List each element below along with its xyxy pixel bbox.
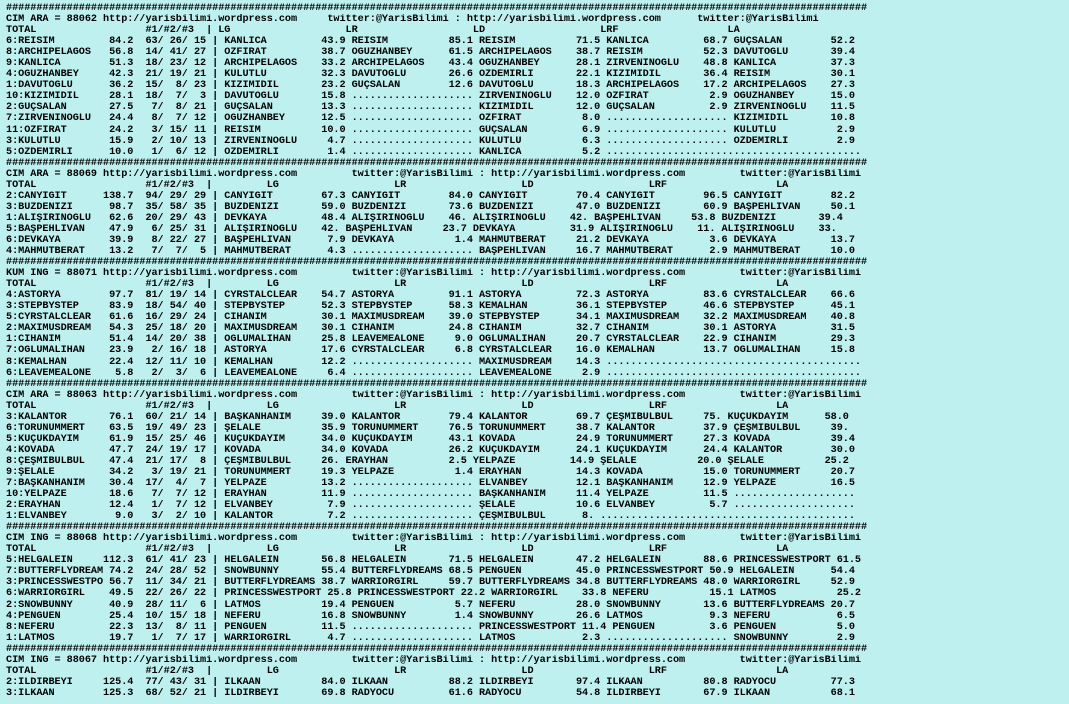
separator-line: ############################################################################################################################################## bbox=[6, 643, 868, 655]
horse-stats-row: 4:MAHMUTBERAT 13.2 7/ 7/ 5 | MAHMUTBERAT 4.3 .................... BAŞPEHLİVAN 16.7 MAHMUTBERAT 2.9 MAHMUTBERAT 10.0 bbox=[6, 246, 855, 258]
horse-stats-row: 1:ALİŞİRİNOĞLU 62.6 20/ 29/ 43 | DEVKAYA 48.4 ALİŞİRİNOĞLU 46. ALİŞİRİNOĞLU 42. BAŞPEHLİVAN 53.8 BUZDENİZİ 39.4 bbox=[6, 212, 843, 224]
horse-stats-row: 1:ELVANBEY 9.0 3/ 2/ 10 | KALANTOR 7.2 .................... ÇEŞMİBÜLBÜL 8. .......................................... bbox=[6, 511, 855, 523]
column-header-line: TOTAL #1/#2/#3 | LG LR LD LRF LA bbox=[6, 665, 789, 677]
horse-stats-row: 4:KOVADA 47.7 24/ 19/ 17 | KOVADA 34.0 KOVADA 26.2 KÜÇÜKDAYIM 24.1 KÜÇÜKDAYIM 24.4 KALANTOR 30.0 bbox=[6, 444, 855, 456]
race-header-line: CIM ING = 88068 http://yarisbilimi.wordpress.com twitter:@YarisBilimi : http://yarisbilimi.wordpress.com twitter:@YarisBilimi bbox=[6, 533, 861, 545]
horse-stats-row: 9:ŞELALE 34.2 3/ 19/ 21 | TORUNUMMERT 19.3 YELPAZE 1.4 ERAYHAN 14.3 KOVADA 15.0 TORUNUMMERT 20.7 bbox=[6, 466, 855, 478]
separator-line: ############################################################################################################################################## bbox=[6, 378, 868, 390]
horse-stats-row: 3:KALANTOR 76.1 60/ 21/ 14 | BAŞKANHANIM 39.0 KALANTOR 79.4 KALANTOR 69.7 ÇEŞMİBÜLBÜL 75. KÜÇÜKDAYIM 58.0 bbox=[6, 411, 849, 423]
horse-stats-row: 6:DEVKAYA 39.9 8/ 22/ 27 | BAŞPEHLİVAN 7.9 DEVKAYA 1.4 MAHMUTBERAT 21.2 DEVKAYA 3.6 DEVKAYA 13.7 bbox=[6, 234, 855, 246]
horse-stats-row: 5:KÜÇÜKDAYIM 61.9 15/ 25/ 46 | KÜÇÜKDAYIM 34.0 KÜÇÜKDAYIM 43.1 KOVADA 24.9 TORUNUMMERT 27.3 KOVADA 39.4 bbox=[6, 433, 855, 445]
horse-stats-row: 4:PENGUEN 25.4 10/ 15/ 18 | NEFERU 16.8 SNOWBUNNY 1.4 SNOWBUNNY 26.6 LATMOS 9.3 NEFERU 6.5 bbox=[6, 610, 855, 622]
horse-stats-row: 4:ASTORYA 97.7 81/ 19/ 14 | CYRSTALCLEAR 54.7 ASTORYA 91.1 ASTORYA 72.3 ASTORYA 83.6 CYRSTALCLEAR 66.6 bbox=[6, 290, 855, 302]
horse-stats-row: 2:MAXIMUSDREAM 54.3 25/ 18/ 20 | MAXIMUSDREAM 30.1 CİHANIM 24.8 CİHANIM 32.7 CİHANIM 30.1 ASTORYA 31.5 bbox=[6, 323, 855, 335]
horse-stats-row: 5:BAŞPEHLİVAN 47.9 6/ 25/ 31 | ALİŞİRİNOĞLU 42. BAŞPEHLİVAN 23.7 DEVKAYA 31.9 ALİŞİRİNOĞLU 11. ALİŞİRİNOĞLU 33. bbox=[6, 223, 837, 235]
race-header-line: CIM ARA = 88062 http://yarisbilimi.wordpress.com twitter:@YarisBilimi : http://yarisbilimi.wordpress.com twitter:@YarisBilimi bbox=[6, 14, 819, 26]
column-header-line: TOTAL #1/#2/#3 | LG LR LD LRF LA bbox=[6, 400, 789, 412]
separator-line: ############################################################################################################################################## bbox=[6, 157, 868, 169]
horse-stats-row: 3:STEPBYSTEP 83.9 18/ 54/ 40 | STEPBYSTEP 52.3 STEPBYSTEP 58.3 KEMALHAN 36.1 STEPBYSTEP 46.6 STEPBYSTEP 45.1 bbox=[6, 301, 855, 313]
horse-stats-row: 2:ILDIRBEYI 125.4 77/ 43/ 31 | İLKAAN 84.0 İLKAAN 88.2 ILDIRBEYI 97.4 İLKAAN 80.8 RADYOCU 77.3 bbox=[6, 676, 855, 688]
separator-line: ############################################################################################################################################## bbox=[6, 3, 868, 14]
column-header-line: TOTAL #1/#2/#3 | LG LR LD LRF LA bbox=[6, 179, 789, 191]
horse-stats-row: 1:DAVUTOĞLU 36.2 15/ 8/ 23 | KIZIMIDIL 23.2 GÜÇSALAN 12.6 DAVUTOĞLU 18.3 ARCHIPELAGOS 17.2 ARCHIPELAGOS 27.3 bbox=[6, 80, 855, 92]
column-header-line: TOTAL #1/#2/#3 | LG LR LD LRF LA bbox=[6, 279, 789, 291]
horse-stats-row: 5:CYRSTALCLEAR 61.6 16/ 29/ 24 | CİHANIM 30.1 MAXIMUSDREAM 39.0 STEPBYSTEP 34.1 MAXIMUSDREAM 32.2 MAXIMUSDREAM 40.8 bbox=[6, 312, 855, 324]
horse-stats-row: 3:İLKAAN 125.3 68/ 52/ 21 | ILDIRBEYI 69.8 RADYOCU 61.6 RADYOCU 54.8 ILDIRBEYI 67.9 İLKAAN 68.1 bbox=[6, 687, 855, 699]
horse-stats-row: 6:REISİM 84.2 63/ 26/ 15 | KANLICA 43.9 REISİM 85.1 REISİM 71.5 KANLICA 68.7 GÜÇSALAN 52.2 bbox=[6, 36, 855, 48]
horse-stats-row: 7:OĞLUMALİHAN 23.9 2/ 16/ 18 | ASTORYA 17.6 CYRSTALCLEAR 6.8 CYRSTALCLEAR 16.0 KEMALHAN 13.7 OĞLUMALİHAN 15.8 bbox=[6, 345, 855, 357]
race-header-line: CIM ARA = 88069 http://yarisbilimi.wordpress.com twitter:@YarisBilimi : http://yarisbilimi.wordpress.com twitter:@YarisBilimi bbox=[6, 168, 861, 180]
horse-stats-row: 8:ÇEŞMİBÜLBÜL 47.4 21/ 17/ 8 | ÇEŞMİBÜLBÜL 26. ERAYHAN 2.5 YELPAZE 14.9 ŞELALE 20.0 ŞELALE 25.2 bbox=[6, 455, 849, 467]
race-header-line: CIM ARA = 88063 http://yarisbilimi.wordpress.com twitter:@YarisBilimi : http://yarisbilimi.wordpress.com twitter:@YarisBilimi bbox=[6, 389, 861, 401]
column-header-line: TOTAL #1/#2/#3 | LG LR LD LRF LA bbox=[6, 25, 740, 37]
column-header-line: TOTAL #1/#2/#3 | LG LR LD LRF LA bbox=[6, 544, 789, 556]
horse-stats-row: 5:HELGALEIN 112.3 61/ 41/ 23 | HELGALEIN 56.8 HELGALEIN 71.5 HELGALEIN 47.2 HELGALEIN 88.6 PRINCESSWESTPORT 61.5 bbox=[6, 555, 861, 567]
horse-stats-row: 2:GÜÇSALAN 27.5 7/ 8/ 21 | GÜÇSALAN 13.3 .................... KIZIMIDIL 12.0 GÜÇSALAN 2.9 ZİRVENİNOĞLU 11.5 bbox=[6, 102, 855, 114]
horse-stats-row: 8:NEFERU 22.3 13/ 8/ 11 | PENGUEN 11.5 .................... PRINCESSWESTPORT 11.4 PENGUEN 3.6 PENGUEN 5.0 bbox=[6, 621, 855, 633]
horse-stats-row: 5:ÖZDEMİRLİ 10.0 1/ 6/ 12 | ÖZDEMİRLİ 1.4 .................... KANLICA 5.2 .......................................... bbox=[6, 146, 861, 158]
horse-stats-row: 7:BUTTERFLYDREAM 74.2 24/ 28/ 52 | SNOWBUNNY 55.4 BUTTERFLYDREAMS 68.5 PENGUEN 45.0 PRINCESSWESTPORT 50.9 HELGALEIN 54.4 bbox=[6, 566, 855, 578]
horse-stats-row: 6:LEAVEMEALONE 5.8 2/ 3/ 6 | LEAVEMEALONE 6.4 .................... LEAVEMEALONE 2.9 .......................................... bbox=[6, 367, 861, 379]
separator-line: ############################################################################################################################################## bbox=[6, 522, 868, 534]
horse-stats-row: 3:KULUTLU 15.9 2/ 10/ 13 | ZİRVENİNOĞLU 4.7 .................... KULUTLU 6.3 .................... ÖZDEMİRLİ 2.9 bbox=[6, 135, 855, 147]
separator-line: ############################################################################################################################################## bbox=[6, 257, 868, 269]
horse-stats-row: 2:SNOWBUNNY 40.9 28/ 11/ 6 | LATMOS 19.4 PENGUEN 5.7 NEFERU 28.0 SNOWBUNNY 13.6 BUTTERFLYDREAMS 20.7 bbox=[6, 599, 855, 611]
horse-stats-row: 3:BUZDENİZİ 98.7 35/ 58/ 35 | BUZDENİZİ 59.0 BUZDENİZİ 73.6 BUZDENİZİ 47.0 BUZDENİZİ 60.9 BAŞPEHLİVAN 50.1 bbox=[6, 201, 855, 213]
horse-stats-row: 11:ÖZFIRAT 24.2 3/ 15/ 11 | REISİM 10.0 .................... GÜÇSALAN 6.9 .................... KULUTLU 2.9 bbox=[6, 124, 855, 136]
horse-stats-row: 1:CİHANIM 51.4 14/ 20/ 38 | OĞLUMALİHAN 25.8 LEAVEMEALONE 9.0 OĞLUMALİHAN 20.7 CYRSTALCLEAR 22.9 CİHANIM 29.3 bbox=[6, 334, 855, 346]
race-header-line: CIM ING = 88067 http://yarisbilimi.wordpress.com twitter:@YarisBilimi : http://yarisbilimi.wordpress.com twitter:@YarisBilimi bbox=[6, 654, 861, 666]
horse-stats-row: 7:BAŞKANHANIM 30.4 17/ 4/ 7 | YELPAZE 13.2 .................... ELVANBEY 12.1 BAŞKANHANIM 12.9 YELPAZE 16.5 bbox=[6, 478, 855, 490]
horse-stats-row: 8:KEMALHAN 22.4 12/ 11/ 10 | KEMALHAN 12.2 .................... MAXIMUSDREAM 14.3 .......................................... bbox=[6, 356, 861, 368]
horse-stats-row: 3:PRINCESSWESTPO 56.7 11/ 34/ 21 | BUTTERFLYDREAMS 38.7 WARRIORGIRL 59.7 BUTTERFLYDREAMS 34.8 BUTTERFLYDREAMS 48.0 WARRIORGIRL 52.9 bbox=[6, 577, 855, 589]
horse-stats-row: 4:OĞUZHANBEY 42.3 21/ 19/ 21 | KULUTLU 32.3 DAVUTOĞLU 26.6 ÖZDEMİRLİ 22.1 KIZIMIDIL 36.4 REISİM 30.1 bbox=[6, 69, 855, 81]
horse-stats-row: 10:YELPAZE 18.6 7/ 7/ 12 | ERAYHAN 11.9 .................... BAŞKANHANIM 11.4 YELPAZE 11.5 .................... bbox=[6, 489, 855, 501]
horse-stats-row: 6:TORUNUMMERT 63.5 19/ 49/ 23 | ŞELALE 35.9 TORUNUMMERT 76.5 TORUNUMMERT 38.7 KALANTOR 37.9 ÇEŞMİBÜLBÜL 39. bbox=[6, 422, 849, 434]
horse-stats-row: 2:CANYIĞIT 138.7 94/ 29/ 29 | CANYIĞIT 67.3 CANYIĞIT 84.0 CANYIĞIT 70.4 CANYIĞIT 96.5 CANYIĞIT 82.2 bbox=[6, 190, 855, 202]
race-header-line: KUM ING = 88071 http://yarisbilimi.wordpress.com twitter:@YarisBilimi : http://yarisbilimi.wordpress.com twitter:@YarisBilimi bbox=[6, 268, 861, 280]
horse-stats-row: 7:ZİRVENİNOĞLU 24.4 8/ 7/ 12 | OĞUZHANBEY 12.5 .................... ÖZFIRAT 8.0 .................... KIZIMIDIL 10.8 bbox=[6, 113, 855, 125]
horse-stats-row: 9:KANLICA 51.3 18/ 23/ 12 | ARCHIPELAGOS 33.2 ARCHIPELAGOS 43.4 OĞUZHANBEY 28.1 ZİRVENİNOĞLU 48.8 KANLICA 37.3 bbox=[6, 58, 855, 70]
horse-stats-row: 10:KIZIMIDIL 28.1 18/ 7/ 3 | DAVUTOĞLU 15.8 .................... ZİRVENİNOĞLU 12.0 ÖZFIRAT 2.9 OĞUZHANBEY 15.0 bbox=[6, 91, 855, 103]
horse-stats-row: 8:ARCHIPELAGOS 56.8 14/ 41/ 27 | ÖZFIRAT 38.7 OĞUZHANBEY 61.5 ARCHIPELAGOS 38.7 REISİM 52.3 DAVUTOĞLU 39.4 bbox=[6, 47, 855, 59]
horse-stats-row: 2:ERAYHAN 12.4 1/ 7/ 12 | ELVANBEY 7.9 .................... ŞELALE 10.6 ELVANBEY 5.7 .................... bbox=[6, 500, 855, 512]
horse-stats-row: 6:WARRIORGIRL 49.5 22/ 26/ 22 | PRINCESSWESTPORT 25.8 PRINCESSWESTPORT 22.2 WARRIORGIRL 33.8 NEFERU 15.1 LATMOS 25.2 bbox=[6, 588, 861, 600]
horse-stats-row: 1:LATMOS 19.7 1/ 7/ 17 | WARRIORGIRL 4.7 .................... LATMOS 2.3 .................... SNOWBUNNY 2.9 bbox=[6, 632, 855, 644]
